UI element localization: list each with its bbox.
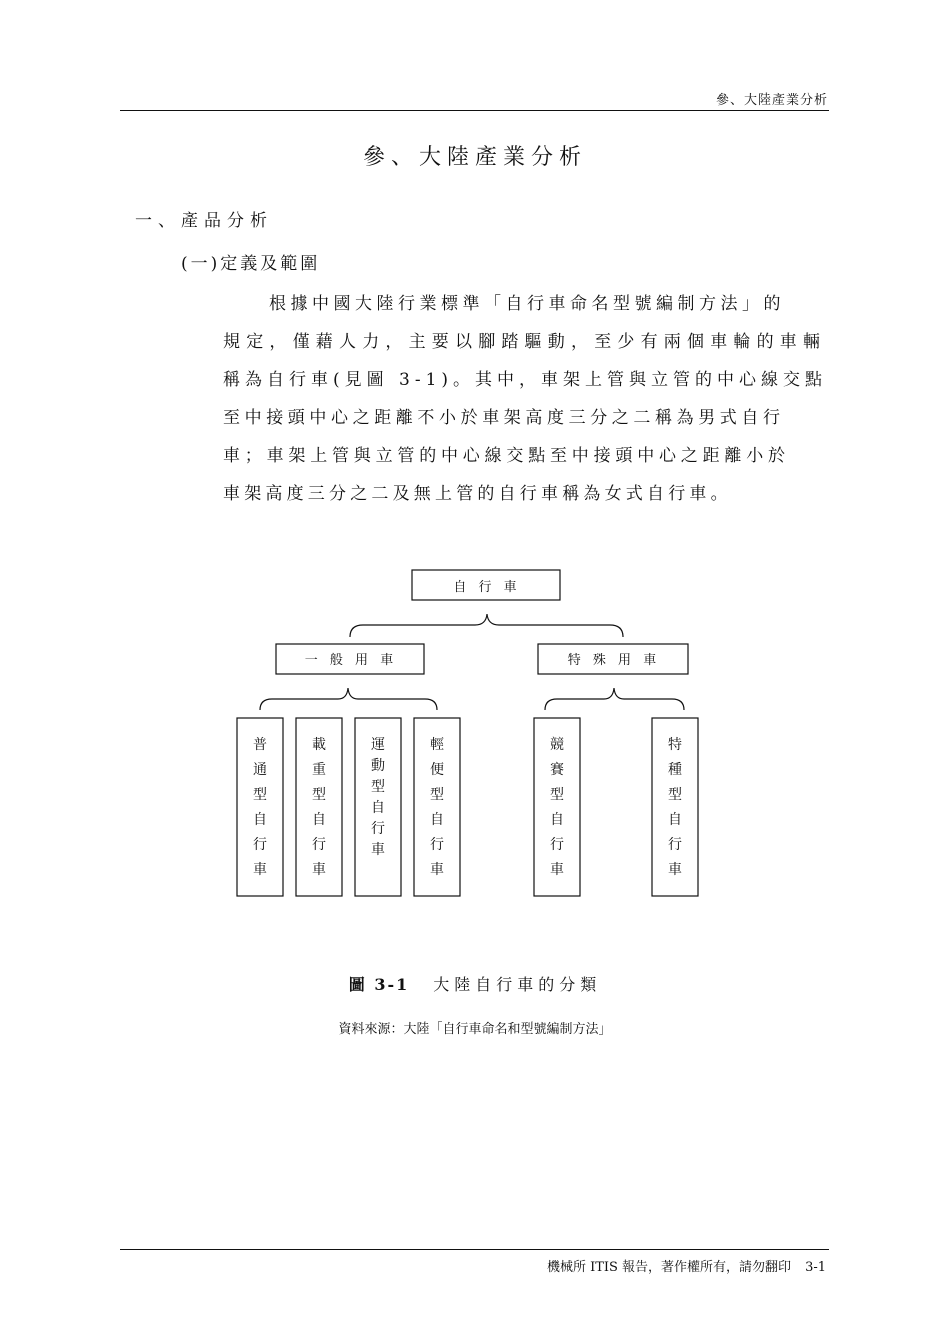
- footer-text: 機械所 ITIS 報告，著作權所有，請勿翻印: [546, 1260, 792, 1275]
- leaf-label: 載重型自行車: [312, 737, 326, 878]
- leaf-labels: [253, 736, 682, 878]
- section-number: 一、: [135, 211, 181, 231]
- paragraph-line: 車架高度三分之二及無上管的自行車稱為女式自行車。: [223, 484, 732, 504]
- figure-number: 圖 3-1: [348, 975, 410, 994]
- group-label-general: 一 般 用 車: [304, 653, 398, 668]
- leaf-label: 運動型自行車: [371, 737, 385, 858]
- paragraph-line: 規定，僅藉人力，主要以腳踏驅動，至少有兩個車輪的車輛: [223, 332, 827, 352]
- root-node-label: 自 行 車: [453, 580, 521, 595]
- group-label-special: 特 殊 用 車: [567, 653, 661, 668]
- leaf-label: 輕便型自行車: [430, 737, 444, 878]
- paragraph-line: 至中接頭中心之距離不小於車架高度三分之二稱為男式自行: [223, 408, 785, 428]
- leaf-label: 特種型自行車: [668, 737, 682, 878]
- general-brace: [260, 688, 437, 710]
- footer-rule: [120, 1249, 829, 1250]
- figure-caption-text: 大陸自行車的分類: [433, 975, 602, 994]
- section-title: 產品分析: [181, 211, 273, 231]
- running-header: 參、大陸產業分析: [715, 93, 828, 108]
- paragraph-line: 稱為自行車(見圖 3-1)。其中，車架上管與立管的中心線交點: [223, 370, 828, 390]
- special-brace: [545, 688, 684, 710]
- subsection-heading: (一)定義及範圍: [181, 254, 321, 274]
- page-title: 參、大陸產業分析: [362, 145, 587, 170]
- paragraph-line: 車；車架上管與立管的中心線交點至中接頭中心之距離小於: [223, 446, 790, 466]
- leaf-label: 普通型自行車: [253, 737, 267, 878]
- figure-caption: [0, 972, 950, 995]
- page-footer: [547, 1256, 826, 1275]
- paragraph-line: 根據中國大陸行業標準「自行車命名型號編制方法」的: [269, 294, 785, 314]
- leaf-label: 競賽型自行車: [550, 737, 564, 878]
- figure-source: 資料來源：大陸「自行車命名和型號編制方法」: [338, 1022, 612, 1037]
- page-number: 3-1: [805, 1260, 826, 1275]
- root-brace: [350, 614, 623, 637]
